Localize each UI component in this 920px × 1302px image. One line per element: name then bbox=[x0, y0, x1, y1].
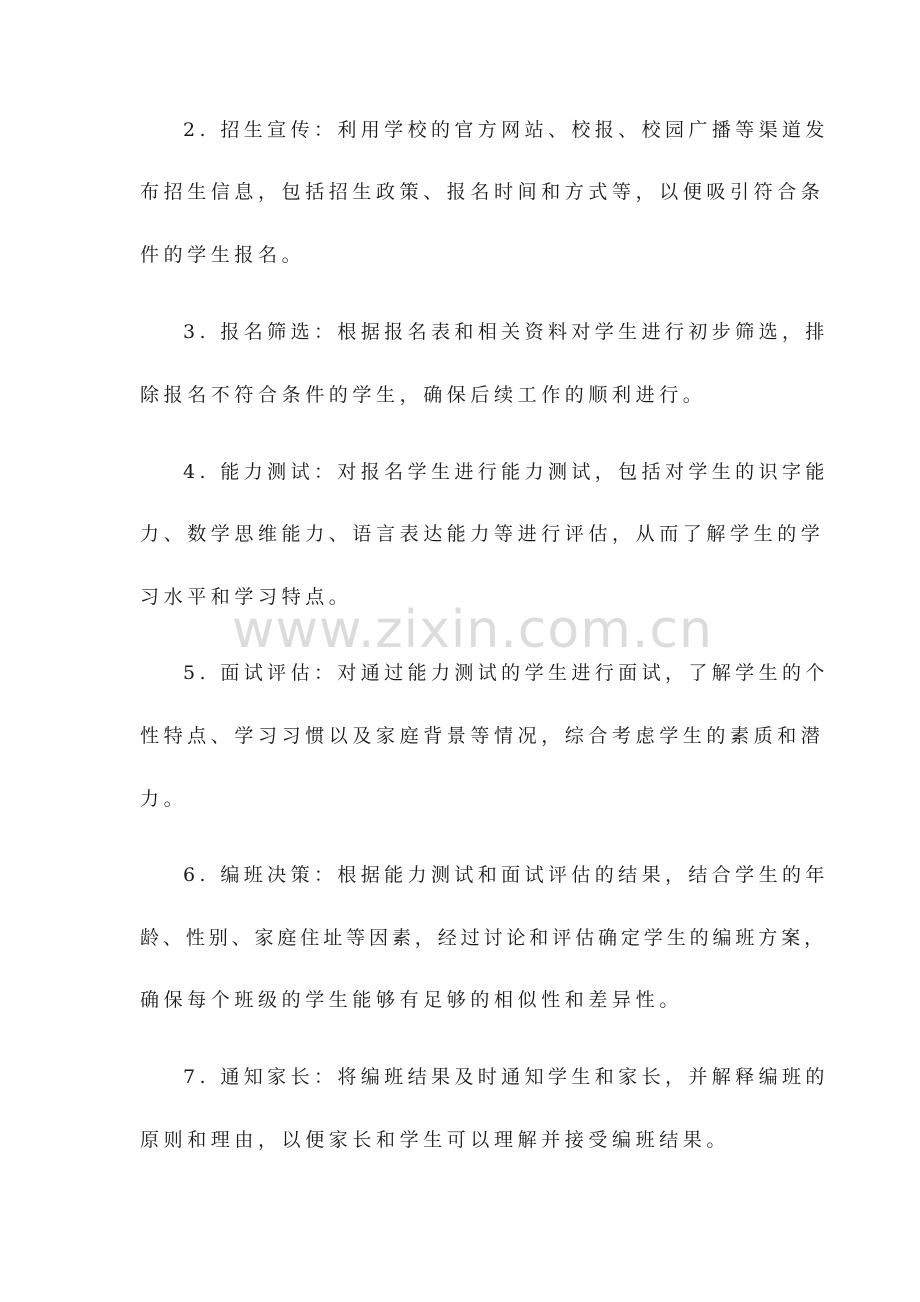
paragraph-6-line-2: 龄、性别、家庭住址等因素，经过讨论和评估确定学生的编班方案， bbox=[140, 927, 828, 949]
paragraph-3-line-1: 3. 报名筛选：根据报名表和相关资料对学生进行初步筛选，排 bbox=[183, 321, 829, 343]
paragraph-2-line-3: 件的学生报名。 bbox=[140, 244, 306, 266]
paragraph-7-line-2: 原则和理由，以便家长和学生可以理解并接受编班结果。 bbox=[140, 1129, 731, 1151]
paragraph-2-line-2: 布招生信息，包括招生政策、报名时间和方式等，以便吸引符合条 bbox=[140, 181, 825, 203]
paragraph-3-line-2: 除报名不符合条件的学生，确保后续工作的顺利进行。 bbox=[140, 384, 707, 406]
paragraph-4-line-2: 力、数学思维能力、语言表达能力等进行评估，从而了解学生的学 bbox=[140, 523, 825, 545]
paragraph-7-line-1: 7. 通知家长：将编班结果及时通知学生和家长，并解释编班的 bbox=[183, 1066, 829, 1088]
paragraph-5-line-1: 5. 面试评估：对通过能力测试的学生进行面试，了解学生的个 bbox=[183, 662, 829, 684]
paragraph-4-line-3: 习水平和学习特点。 bbox=[140, 586, 353, 608]
watermark: www.zixin.com.cn bbox=[232, 600, 713, 660]
paragraph-2-line-1: 2. 招生宣传：利用学校的官方网站、校报、校园广播等渠道发 bbox=[183, 119, 829, 141]
paragraph-5-line-3: 力。 bbox=[140, 788, 188, 810]
paragraph-5-line-2: 性特点、学习习惯以及家庭背景等情况，综合考虑学生的素质和潜 bbox=[140, 725, 825, 747]
paragraph-6-line-3: 确保每个班级的学生能够有足够的相似性和差异性。 bbox=[140, 989, 683, 1011]
paragraph-4-line-1: 4. 能力测试：对报名学生进行能力测试，包括对学生的识字能 bbox=[183, 461, 829, 483]
paragraph-6-line-1: 6. 编班决策：根据能力测试和面试评估的结果，结合学生的年 bbox=[183, 864, 829, 886]
